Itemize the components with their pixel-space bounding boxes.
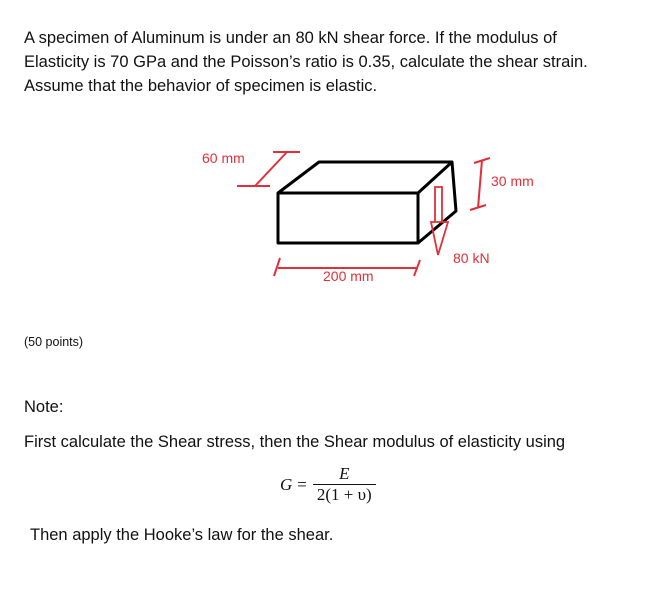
formula-equals: =	[297, 474, 307, 494]
formula-fraction	[313, 464, 376, 505]
question-line: Elasticity is 70 GPa and the Poisson’s ratio is 0.35, calculate the shear strain.	[24, 53, 588, 71]
height-label: 30 mm	[491, 173, 534, 189]
note-heading: Note:	[24, 398, 64, 416]
note-instruction: First calculate the Shear stress, then the Shear modulus of elasticity using	[24, 433, 566, 451]
formula-lhs: G	[280, 474, 293, 494]
question-line: Assume that the behavior of specimen is elastic.	[24, 77, 378, 95]
block-front-face	[278, 193, 418, 243]
points-label: (50 points)	[24, 335, 84, 349]
formula-denominator: 2(1 + υ)	[313, 484, 376, 505]
length-label: 200 mm	[323, 268, 374, 284]
formula-numerator: E	[339, 464, 350, 483]
block-top-face	[278, 162, 452, 193]
shear-modulus-formula	[280, 464, 376, 505]
question-line: A specimen of Aluminum is under an 80 kN shear force. If the modulus of	[24, 29, 557, 47]
force-label: 80 kN	[453, 250, 490, 266]
block-outline	[278, 162, 456, 243]
depth-label: 60 mm	[202, 150, 245, 166]
note-closing: Then apply the Hooke’s law for the shear.	[30, 526, 334, 544]
